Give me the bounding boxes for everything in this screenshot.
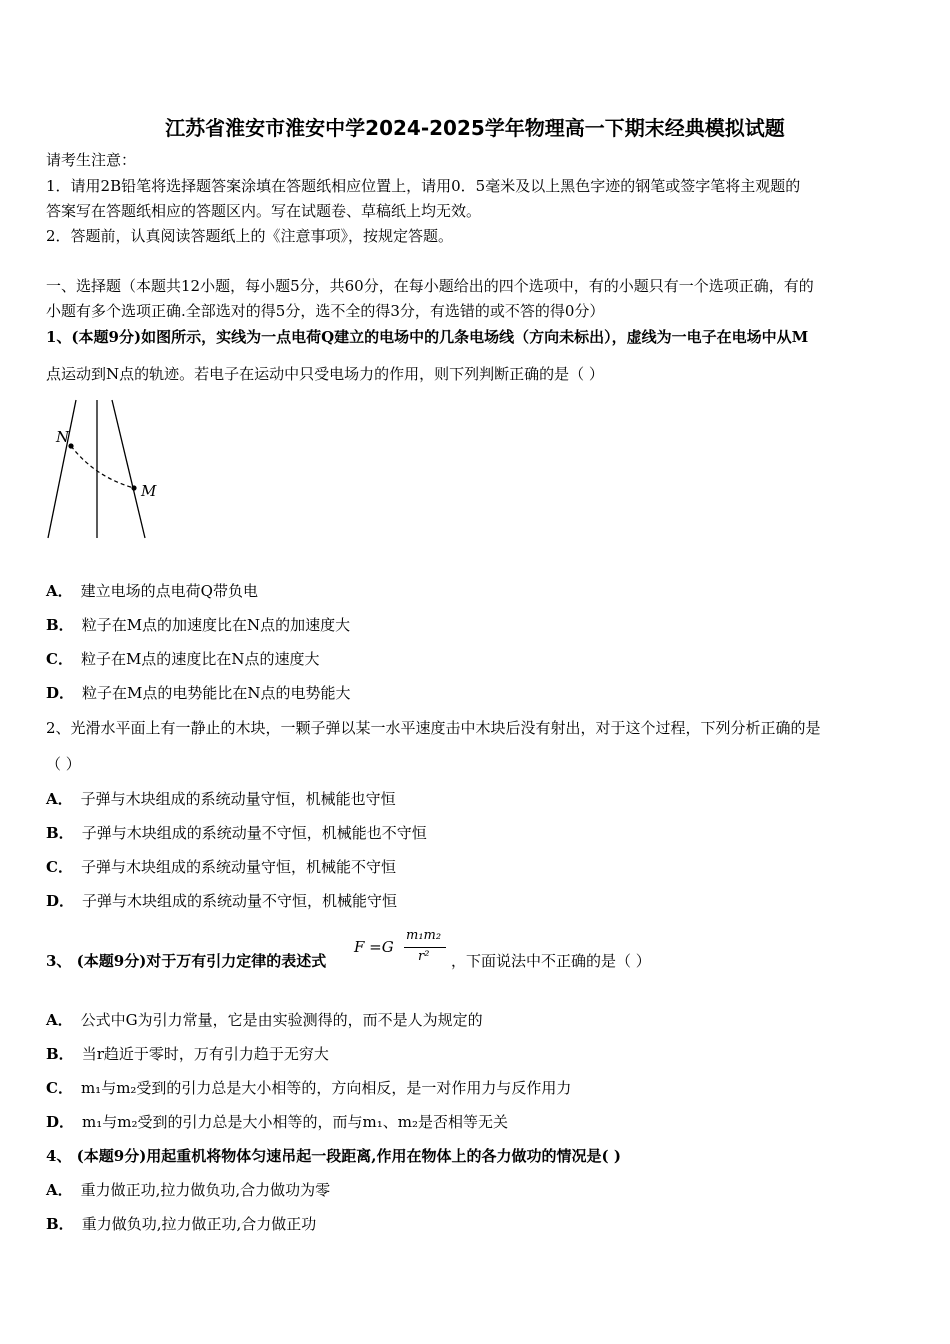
notice-item-1b: 答案写在答题纸相应的答题区内。写在试题卷、草稿纸上均无效。 [46,202,482,220]
option-text: 公式中G为引力常量，它是由实验测得的，而不是人为规定的 [80,1011,483,1029]
option-text: 粒子在M点的加速度比在N点的加速度大 [81,616,351,634]
notice-item-2: 2．答题前，认真阅读答题纸上的《注意事项》，按规定答题。 [46,227,454,245]
label-n: N [56,428,70,446]
gravitation-formula [354,930,449,972]
q2-option-b[interactable] [46,823,427,843]
option-text: 子弹与木块组成的系统动量不守恒，机械能也不守恒 [81,824,427,842]
q1-stem-1: 1、(本题9分)如图所示，实线为一点电荷Q建立的电场中的几条电场线（方向未标出），虚线为一电子在电场中从M [46,328,809,346]
option-label: A． [46,1181,73,1199]
q1-option-b[interactable] [46,615,350,635]
option-text: m₁与m₂受到的引力总是大小相等的，方向相反，是一对作用力与反作用力 [80,1079,572,1097]
option-text: 粒子在M点的速度比在N点的速度大 [80,650,320,668]
q2-option-c[interactable] [46,857,396,877]
option-label: D． [46,1113,75,1131]
field-line-right [112,400,145,538]
option-label: A． [46,582,73,600]
q4-stem: 4、 (本题9分)用起重机将物体匀速吊起一段距离,作用在物体上的各力做功的情况是( ) [46,1147,621,1165]
option-text: 子弹与木块组成的系统动量不守恒，机械能守恒 [82,892,398,910]
option-label: C． [46,1079,73,1097]
q3-option-c[interactable] [46,1078,571,1098]
q4-option-a[interactable] [46,1180,330,1200]
q2-option-a[interactable] [46,789,396,809]
option-text: 重力做正功,拉力做负功,合力做功为零 [80,1181,331,1199]
notice-item-1a: 1．请用2B铅笔将选择题答案涂填在答题纸相应位置上，请用0．5毫米及以上黑色字迹的钢笔或签字笔将主观题的 [46,177,801,195]
section-intro-1: 一、选择题（本题共12小题，每小题5分，共60分，在每小题给出的四个选项中，有的小题只有一个选项正确，有的 [46,277,814,295]
option-label: D． [46,892,75,910]
option-text: 子弹与木块组成的系统动量守恒，机械能不守恒 [80,858,396,876]
q4-option-b[interactable] [46,1214,316,1234]
q3-option-d[interactable] [46,1112,508,1132]
option-label: A． [46,1011,73,1029]
option-text: 重力做负功,拉力做正功,合力做正功 [81,1215,317,1233]
formula-lhs: F =G [354,938,394,956]
q3-option-b[interactable] [46,1044,329,1064]
option-label: B． [46,824,74,842]
q2-option-d[interactable] [46,891,397,911]
q1-option-a[interactable] [46,581,258,601]
page-title: 江苏省淮安市淮安中学2024-2025学年物理高一下期末经典模拟试题 [165,116,785,140]
notice-heading: 请考生注意： [46,151,137,169]
option-text: m₁与m₂受到的引力总是大小相等的，而与m₁、m₂是否相等无关 [82,1113,508,1131]
option-text: 子弹与木块组成的系统动量守恒，机械能也守恒 [80,790,396,808]
q1-figure [40,395,170,545]
option-label: A． [46,790,73,808]
q3-stem-prefix: 3、 (本题9分)对于万有引力定律的表述式 [46,952,327,970]
option-label: C． [46,858,73,876]
option-label: D． [46,684,75,702]
formula-numerator: m₁m₂ [406,928,442,943]
q2-stem-2: （ ） [46,755,81,773]
option-text: 当r趋近于零时，万有引力趋于无穷大 [81,1045,329,1063]
field-line-left [48,400,76,538]
option-text: 粒子在M点的电势能比在N点的电势能大 [82,684,351,702]
q1-option-c[interactable] [46,649,319,669]
point-n [68,443,73,448]
q3-stem-suffix: ，下面说法中不正确的是（ ） [451,952,651,970]
formula-denominator: r² [418,949,430,964]
option-label: B． [46,1215,74,1233]
point-m [131,485,136,490]
option-label: B． [46,616,74,634]
q1-stem-2: 点运动到N点的轨迹。若电子在运动中只受电场力的作用，则下列判断正确的是（ ） [46,365,604,383]
label-m: M [141,482,157,500]
option-text: 建立电场的点电荷Q带负电 [80,582,258,600]
q2-stem-1: 2、光滑水平面上有一静止的木块，一颗子弹以某一水平速度击中木块后没有射出，对于这个过程，下列分析正确的是 [46,719,821,737]
fraction-bar [404,947,446,948]
option-label: B． [46,1045,74,1063]
section-intro-2: 小题有多个选项正确.全部选对的得5分，选不全的得3分，有选错的或不答的得0分） [46,302,605,320]
q1-option-d[interactable] [46,683,351,703]
option-label: C． [46,650,73,668]
q3-option-a[interactable] [46,1010,483,1030]
